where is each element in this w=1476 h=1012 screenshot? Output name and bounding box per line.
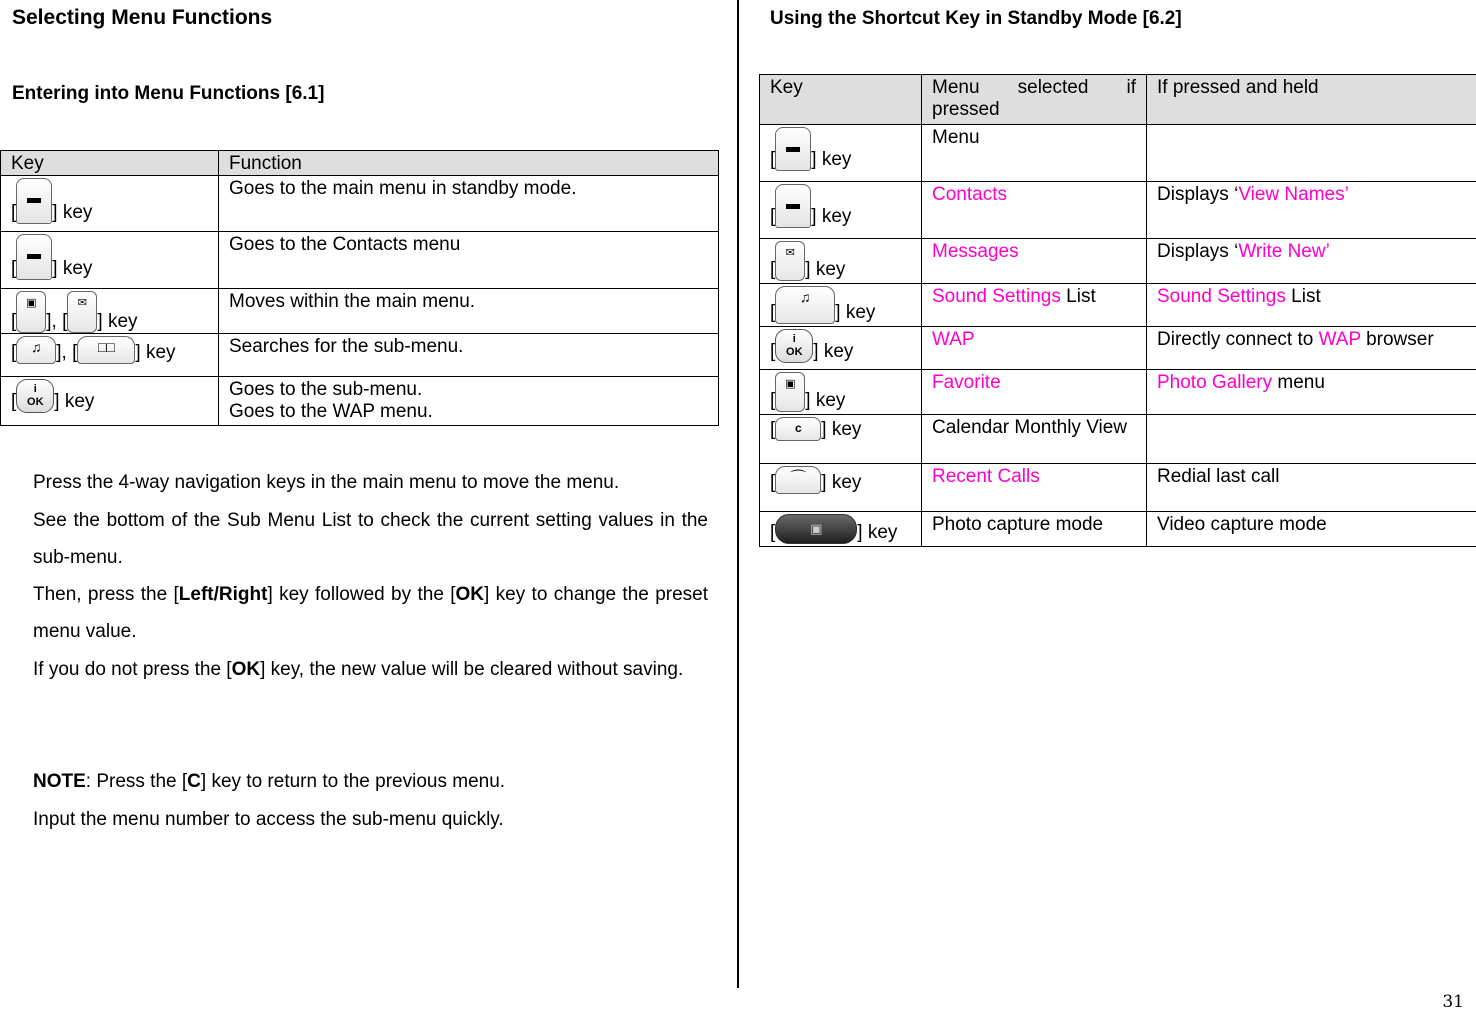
table-row-key: [ ] key xyxy=(1,176,219,232)
table-row-key: [ ▣ ] key xyxy=(760,512,922,547)
column-header-held: If pressed and held xyxy=(1147,75,1476,125)
nav-down-book-key-icon: □□ xyxy=(77,336,135,364)
ok-key-icon: i OK xyxy=(16,379,54,413)
section-heading-6-1: Entering into Menu Functions [6.1] xyxy=(12,83,325,104)
table-row-function: Goes to the main menu in standby mode. xyxy=(219,176,719,232)
table-row-held xyxy=(1147,415,1476,464)
right-soft-key-icon xyxy=(16,234,52,280)
table-row-key: [▣] key xyxy=(760,370,922,415)
column-header-menu: Menu selected if pressed xyxy=(922,75,1147,125)
table-row-key: [ ] key xyxy=(760,125,922,182)
table-row-menu: Menu xyxy=(922,125,1147,182)
nav-up-music-key-icon: ♫ xyxy=(16,336,56,364)
shortcut-keys-table xyxy=(759,74,1476,547)
nav-left-camera-key-icon: ▣ xyxy=(775,372,805,412)
table-row-function: Goes to the Contacts menu xyxy=(219,232,719,289)
table-row-held: Directly connect to WAP browser xyxy=(1147,327,1476,370)
table-row-menu: Contacts xyxy=(922,182,1147,239)
table-row-held: Sound Settings List xyxy=(1147,284,1476,327)
table-row-key: [▣], [✉] key xyxy=(1,289,219,334)
table-row-key: [ ] key xyxy=(1,232,219,289)
table-row-function: Goes to the sub-menu. Goes to the WAP menu. xyxy=(219,377,719,426)
left-soft-key-icon xyxy=(775,127,811,171)
clear-key-icon: c xyxy=(775,417,821,441)
table-row-held: Video capture mode xyxy=(1147,512,1476,547)
table-row-held: Displays ‘View Names’ xyxy=(1147,182,1476,239)
nav-left-camera-key-icon: ▣ xyxy=(16,291,46,333)
body-paragraph: If you do not press the [OK] key, the new value will be cleared without saving. xyxy=(33,659,684,680)
nav-up-music-key-icon: ♫ xyxy=(775,286,835,324)
right-soft-key-icon xyxy=(775,184,811,228)
table-row-menu: Messages xyxy=(922,239,1147,284)
page-number: 31 xyxy=(1442,992,1464,1012)
table-row-menu: Sound Settings List xyxy=(922,284,1147,327)
table-row-menu: Recent Calls xyxy=(922,464,1147,512)
section-heading-6-2: Using the Shortcut Key in Standby Mode [6.2] xyxy=(770,8,1182,29)
column-header-function: Function xyxy=(219,151,719,176)
table-row-menu: WAP xyxy=(922,327,1147,370)
table-row-key: [ ] key xyxy=(760,182,922,239)
table-row-held: Displays ‘Write New’ xyxy=(1147,239,1476,284)
nav-right-message-key-icon: ✉ xyxy=(67,291,97,333)
table-row-key: [ ⌒ ] key xyxy=(760,464,922,512)
menu-functions-table xyxy=(0,150,719,426)
send-key-icon: ⌒ xyxy=(775,466,821,494)
table-row-held: Redial last call xyxy=(1147,464,1476,512)
table-row-key: [i OK ] key xyxy=(760,327,922,370)
table-row-key: [ ♫ ], [ □□ ] key xyxy=(1,334,219,377)
column-header-key: Key xyxy=(760,75,922,125)
column-divider xyxy=(737,0,739,988)
body-paragraph: See the bottom of the Sub Menu List to check the current setting values in the sub-menu. xyxy=(33,510,708,568)
table-row-key: [✉] key xyxy=(760,239,922,284)
table-row-key: [ c ] key xyxy=(760,415,922,464)
page-title: Selecting Menu Functions xyxy=(12,6,273,29)
table-row-function: Moves within the main menu. xyxy=(219,289,719,334)
note-paragraph: NOTE: Press the [C] key to return to the previous menu. xyxy=(33,771,506,792)
table-row-held: Photo Gallery menu xyxy=(1147,370,1476,415)
table-row-key: [i OK ] key xyxy=(1,377,219,426)
column-header-key: Key xyxy=(1,151,219,176)
table-row-function: Searches for the sub-menu. xyxy=(219,334,719,377)
table-row-menu: Calendar Monthly View xyxy=(922,415,1147,464)
body-paragraph: Then, press the [Left/Right] key followed by the [OK] key to change the preset menu value. xyxy=(33,584,709,642)
ok-key-icon: i OK xyxy=(775,329,813,363)
table-row-menu: Favorite xyxy=(922,370,1147,415)
body-paragraph: Input the menu number to access the sub-menu quickly. xyxy=(33,809,504,830)
table-row-held xyxy=(1147,125,1476,182)
body-paragraph: Press the 4-way navigation keys in the main menu to move the menu. xyxy=(33,472,620,493)
camera-key-icon: ▣ xyxy=(775,514,857,544)
table-row-key: [♫] key xyxy=(760,284,922,327)
table-row-menu: Photo capture mode xyxy=(922,512,1147,547)
left-soft-key-icon xyxy=(16,178,52,224)
nav-right-message-key-icon: ✉ xyxy=(775,241,805,281)
